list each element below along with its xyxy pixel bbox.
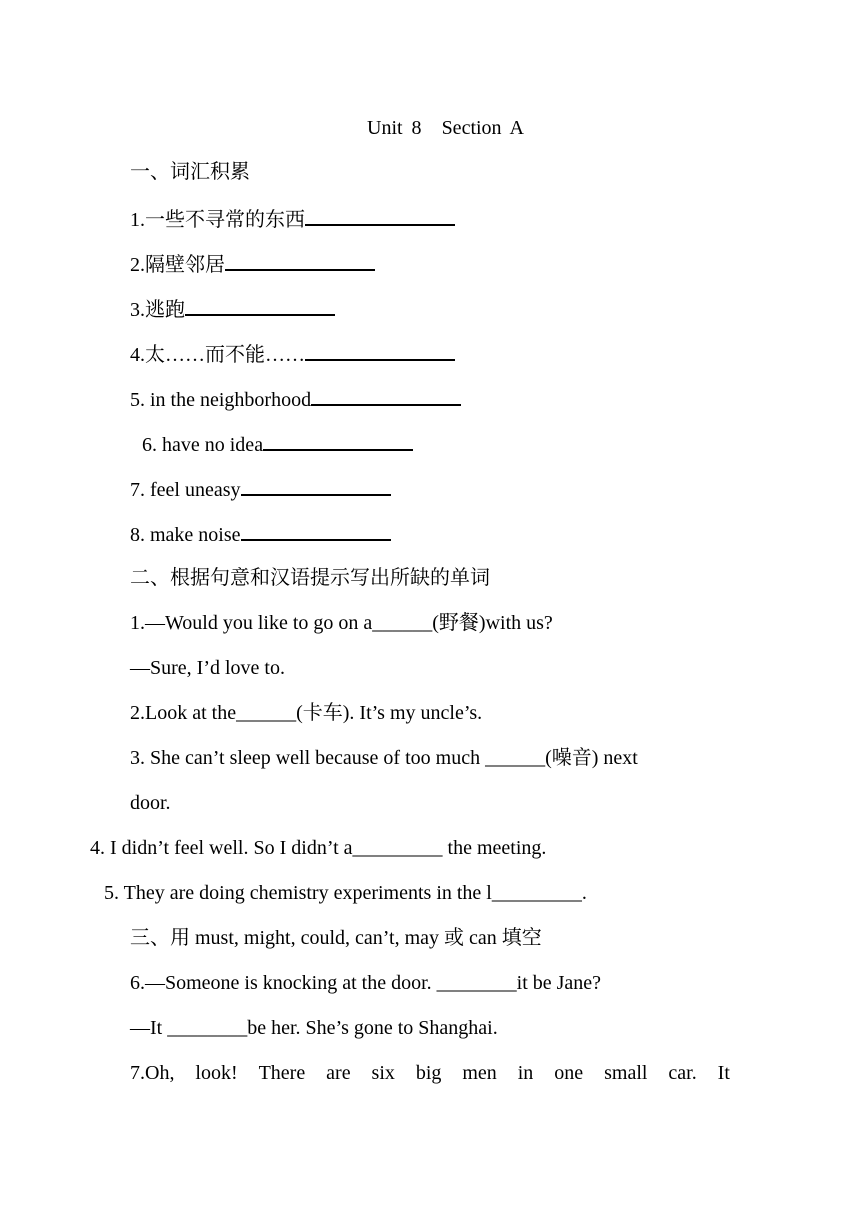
word: look! [195,1062,238,1084]
question-5: 5. They are doing chemistry experiments in the l_________. [104,882,587,904]
question-4: 4. I didn’t feel well. So I didn’t a_________ the meeting. [90,837,547,859]
question-2 [130,701,482,725]
vocab-item [130,206,455,232]
vocab-item [130,521,391,547]
question-text: 6.—Someone is knocking at the door. [130,972,437,994]
vocab-item-text: 7. feel uneasy [130,479,241,501]
answer-blank[interactable]: ______ [485,747,546,769]
answer-blank[interactable]: ________ [167,1017,248,1039]
vocab-item-text: 1.一些不寻常的东西 [130,209,305,231]
answer-blank[interactable] [305,341,455,361]
word: car. [668,1062,697,1084]
answer-blank[interactable]: ________ [436,972,517,994]
question-3-cont: door. [130,792,171,814]
word: small [604,1062,648,1084]
question-text: (卡车). It’s my uncle’s. [296,702,483,724]
question-1 [130,611,553,635]
question-text: —It [130,1017,168,1039]
vocab-item [130,341,455,367]
vocab-item-text: 4.太……而不能…… [130,344,305,366]
question-text: 1.—Would you like to go on a [130,612,373,634]
vocab-item-text: 6. have no idea [142,434,264,456]
answer-blank[interactable] [305,206,455,226]
vocab-item-text: 2.隔壁邻居 [130,254,225,276]
word: in [517,1062,534,1084]
page-title [367,116,524,140]
word: six [371,1062,395,1084]
word: big [415,1062,442,1084]
question-1-reply: —Sure, I’d love to. [130,657,285,679]
answer-blank[interactable] [241,476,391,496]
vocab-item-text: 3.逃跑 [130,299,185,321]
word: 7.Oh, [130,1062,175,1084]
question-text: (野餐)with us? [432,612,553,634]
answer-blank[interactable] [311,386,461,406]
vocab-item-text: 8. make noise [130,524,241,546]
answer-blank[interactable] [225,251,375,271]
question-6-reply [130,1016,498,1040]
answer-blank[interactable] [241,521,391,541]
question-6 [130,971,601,995]
vocab-item [142,431,413,457]
question-text: it be Jane? [516,972,602,994]
word: It [717,1062,730,1084]
section1-heading: 一、词汇积累 [130,161,250,183]
word: are [326,1062,351,1084]
question-3 [130,746,638,770]
question-text: 2.Look at the [130,702,237,724]
word: There [258,1062,306,1084]
vocab-item [130,251,375,277]
vocab-item [130,386,461,412]
vocab-item-text: 5. in the neighborhood [130,389,312,411]
word: one [554,1062,584,1084]
title-section: Section A [441,117,524,139]
answer-blank[interactable]: ______ [236,702,297,724]
title-unit: Unit 8 [367,117,422,139]
answer-blank[interactable]: ______ [372,612,433,634]
section2-heading: 二、根据句意和汉语提示写出所缺的单词 [130,567,490,589]
word: men [462,1062,497,1084]
vocab-item [130,296,335,322]
answer-blank[interactable] [185,296,335,316]
question-text: 3. She can’t sleep well because of too much [130,747,486,769]
question-text: (噪音) next [545,747,638,769]
answer-blank[interactable] [263,431,413,451]
question-7 [130,1061,730,1085]
vocab-item [130,476,391,502]
section3-heading: 三、用 must, might, could, can’t, may 或 can 填空 [130,927,542,949]
question-text: be her. She’s gone to Shanghai. [247,1017,498,1039]
